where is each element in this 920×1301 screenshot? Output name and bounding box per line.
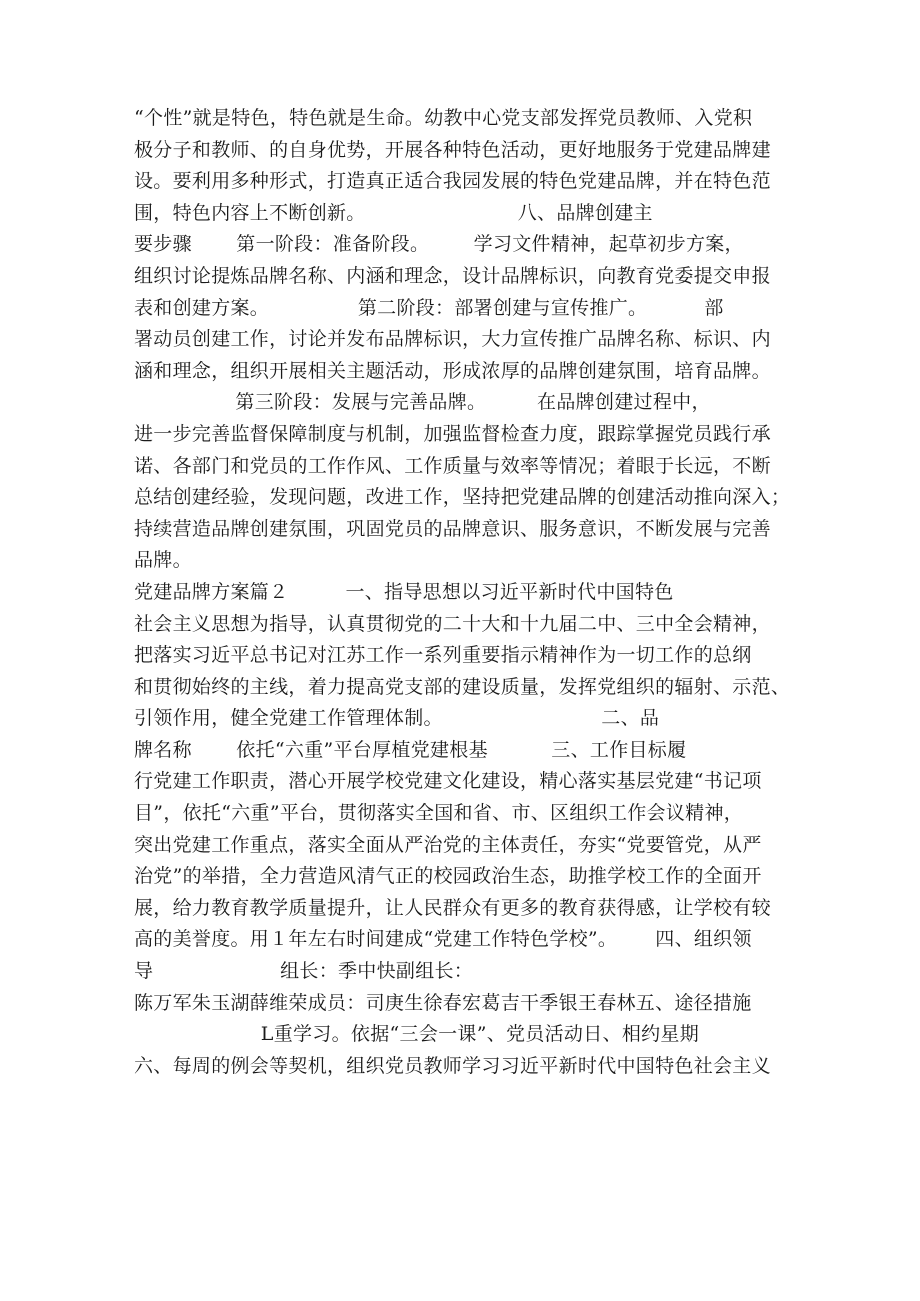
text-line: 进一步完善监督保障制度与机制，加强监督检查力度，跟踪掌握党员践行承 [134, 422, 771, 445]
text-line: 陈万军朱玉湖薛维荣成员：司庚生徐春宏葛吉干季银王春林五、途径措施 [134, 991, 752, 1014]
text-line: 把落实习近平总书记对江苏工作一系列重要指示精神作为一切工作的总纲 [134, 644, 752, 667]
text-line: 突出党建工作重点，落实全面从严治党的主体责任，夯实“党要管党，从严 [134, 833, 762, 856]
text-line: 目”，依托“六重”平台，贯彻落实全国和省、市、区组织工作会议精神， [134, 802, 744, 825]
text-line: 牌名称 依托“六重”平台厚植党建根基 三、工作目标履 [134, 738, 687, 761]
text-line: 设。要利用多种形式，打造真正适合我园发展的特色党建品牌，并在特色范 [134, 170, 771, 193]
text-line: 党建品牌方案篇２ 一、指导思想以习近平新时代中国特色 [134, 580, 674, 603]
text-line: 极分子和教师、的自身优势，开展各种特色活动，更好地服务于党建品牌建 [134, 138, 771, 161]
text-line: 高的美誉度。用１年左右时间建成“党建工作特色学校”。 四、组织领 [134, 928, 752, 951]
text-line: 围，特色内容上不断创新。 八、品牌创建主 [134, 201, 653, 224]
text-line: 展，给力教育教学质量提升，让人民群众有更多的教育获得感，让学校有较 [134, 896, 771, 919]
text-line: 要步骤 第一阶段：准备阶段。 学习文件精神，起草初步方案， [134, 233, 744, 256]
text-line: 诺、各部门和党员的工作作风、工作质量与效率等情况；着眼于长远，不断 [134, 454, 771, 477]
text-line: 行党建工作职责，潜心开展学校党建文化建设，精心落实基层党建“书记项 [134, 770, 762, 793]
text-line: L重学习。依据“三会一课”、党员活动日、相约星期 [134, 1023, 700, 1046]
text-line: 治党”的举措，全力营造风清气正的校园政治生态，助推学校工作的全面开 [134, 865, 762, 888]
text-line: 社会主义思想为指导，认真贯彻党的二十大和十九届二中、三中全会精神， [134, 612, 771, 635]
text-line: 导 组长：季中快副组长： [134, 960, 474, 983]
text-line: 六、每周的例会等契机，组织党员教师学习习近平新时代中国特色社会主义 [134, 1054, 771, 1077]
text-line: 总结创建经验，发现问题，改进工作，坚持把党建品牌的创建活动推向深入； [134, 486, 791, 509]
text-line: 组织讨论提炼品牌名称、内涵和理念，设计品牌标识，向教育党委提交申报 [134, 264, 771, 287]
text-line: 署动员创建工作，讨论并发布品牌标识，大力宣传推广品牌名称、标识、内 [134, 328, 771, 351]
text-line: 和贯彻始终的主线，着力提高党支部的建设质量，发挥党组织的辐射、示范、 [134, 675, 791, 698]
text-line: “个性”就是特色，特色就是生命。幼教中心党支部发挥党员教师、入党积 [134, 107, 753, 129]
text-line: 持续营造品牌创建氛围，巩固党员的品牌意识、服务意识，不断发展与完善 [134, 517, 771, 540]
text-line: 品牌。 [134, 549, 192, 572]
text-line: 涵和理念，组织开展相关主题活动，形成浓厚的品牌创建氛围，培育品牌。 [134, 359, 771, 382]
text-line: 引领作用，健全党建工作管理体制。 二、品 [134, 707, 660, 730]
text-line: 第三阶段：发展与完善品牌。 在品牌创建过程中， [134, 391, 711, 414]
document-body [134, 103, 804, 1082]
text-line: 表和创建方案。 第二阶段：部署创建与宣传推广。 部 [134, 296, 724, 319]
